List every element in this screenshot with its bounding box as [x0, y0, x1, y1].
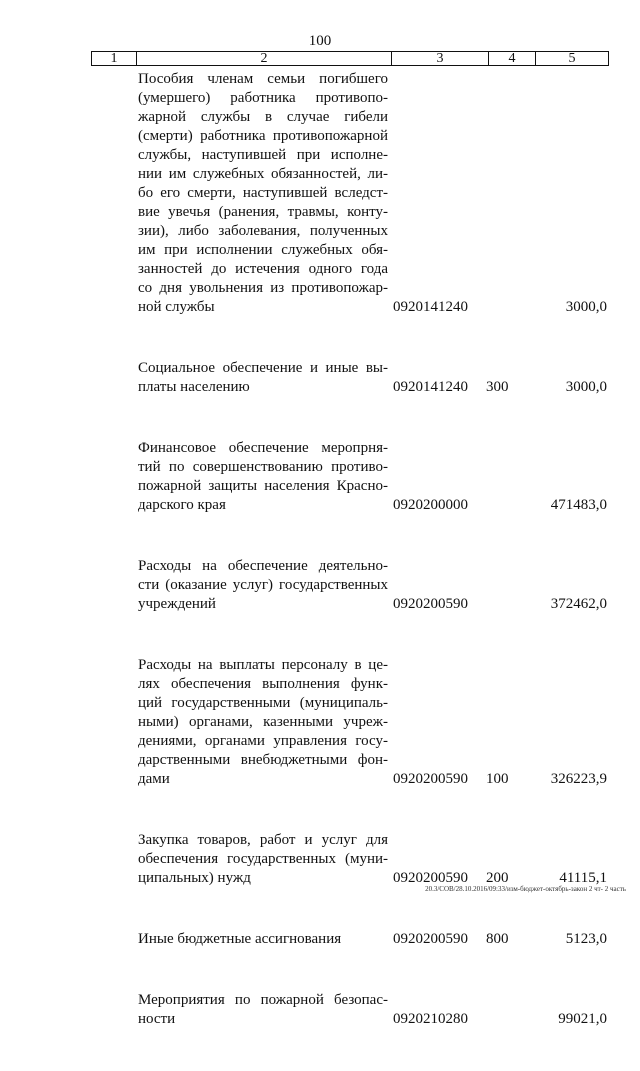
column-header-3: 3: [392, 52, 489, 65]
row-code: 0920200590: [393, 870, 468, 886]
table-row: [0, 359, 640, 397]
row-name-line: обеспечения государственных (муни-: [138, 851, 388, 867]
row-name-line: (смерти) работника противопожарной: [138, 128, 388, 144]
table-row: [0, 991, 640, 1029]
row-name-line: сти (оказание услуг) государственных: [138, 577, 388, 593]
page-number: 100: [308, 33, 332, 49]
row-code: 0920141240: [393, 299, 468, 315]
row-code: 0920210280: [393, 1011, 468, 1027]
row-name-line: лях обеспечения выполнения функ-: [138, 676, 388, 692]
column-header-row: [91, 51, 609, 66]
row-code: 0920200590: [393, 596, 468, 612]
table-row: [0, 831, 640, 888]
row-name-line: (умершего) работника противопо-: [138, 90, 388, 106]
budget-table-body: [0, 70, 640, 1071]
row-name: [138, 439, 388, 515]
row-name: [138, 930, 388, 949]
row-name: [138, 831, 388, 888]
row-name-line: ций государственными (муниципаль-: [138, 695, 388, 711]
row-name-line: занностей до истечения одного года: [138, 261, 388, 277]
row-name-line: ной службы: [138, 299, 215, 315]
row-name-line: платы населению: [138, 379, 250, 395]
row-name: [138, 656, 388, 789]
row-amount: 372462,0: [550, 596, 607, 612]
column-header-1: 1: [92, 52, 137, 65]
row-amount: 3000,0: [565, 299, 607, 315]
column-header-2: 2: [137, 52, 392, 65]
row-code: 0920200590: [393, 931, 468, 947]
row-name-line: со дня увольнения из противопожар-: [138, 280, 388, 296]
column-header-4: 4: [489, 52, 536, 65]
row-name: [138, 70, 388, 317]
row-name-line: им при исполнении служебных обя-: [138, 242, 388, 258]
row-name-line: нии им служебных обязанностей, ли-: [138, 166, 388, 182]
row-name-line: Социальное обеспечение и иные вы-: [138, 360, 388, 376]
row-expense-type: 800: [486, 931, 509, 947]
row-code: 0920200590: [393, 771, 468, 787]
table-row: [0, 70, 640, 317]
row-name-line: дениями, органами управления госу-: [138, 733, 388, 749]
table-row: [0, 557, 640, 614]
row-code: 0920141240: [393, 379, 468, 395]
row-name-line: ными) органами, казенными учреж-: [138, 714, 388, 730]
row-expense-type: 100: [486, 771, 509, 787]
row-expense-type: 300: [486, 379, 509, 395]
row-name-line: Пособия членам семьи погибшего: [138, 71, 388, 87]
row-name-line: учреждений: [138, 596, 216, 612]
footer-stamp: 20.3/СОВ/28.10.2016/09:33/изм-бюджет-октябрь-закон 2 чт- 2 часть: [425, 885, 626, 893]
row-name-line: ности: [138, 1011, 176, 1027]
row-name-line: Финансовое обеспечение меропрня-: [138, 440, 388, 456]
row-amount: 41115,1: [559, 870, 607, 886]
row-name-line: вие увечья (ранения, травмы, конту-: [138, 204, 388, 220]
table-row: [0, 439, 640, 515]
row-code: 0920200000: [393, 497, 468, 513]
row-name-line: жарной службы в случае гибели: [138, 109, 388, 125]
row-name-line: службы, наступившей при исполне-: [138, 147, 388, 163]
row-name-line: ципальных) нужд: [138, 870, 251, 886]
column-header-5: 5: [568, 51, 576, 66]
row-name-line: Иные бюджетные ассигнования: [138, 931, 342, 947]
row-amount: 3000,0: [565, 379, 607, 395]
row-name-line: дарственными внебюджетными фон-: [138, 752, 388, 768]
row-name-line: Расходы на обеспечение деятельно-: [138, 558, 388, 574]
row-amount: 471483,0: [550, 497, 607, 513]
row-amount: 99021,0: [558, 1011, 607, 1027]
row-name-line: дами: [138, 771, 170, 787]
row-name-line: Расходы на выплаты персоналу в це-: [138, 657, 388, 673]
row-name: [138, 557, 388, 614]
row-name: [138, 359, 388, 397]
row-amount: 326223,9: [550, 771, 607, 787]
row-amount: 5123,0: [565, 931, 607, 947]
table-row: [0, 930, 640, 949]
row-name-line: тий по совершенствованию противо-: [138, 459, 388, 475]
row-name-line: зии), либо заболевания, полученных: [138, 223, 388, 239]
row-name-line: Мероприятия по пожарной безопас-: [138, 992, 388, 1008]
row-name-line: дарского края: [138, 497, 226, 513]
table-row: [0, 656, 640, 789]
row-name-line: бо его смерти, наступившей вследст-: [138, 185, 388, 201]
row-name-line: Закупка товаров, работ и услуг для: [138, 832, 388, 848]
row-name-line: пожарной защиты населения Красно-: [138, 478, 388, 494]
row-expense-type: 200: [486, 870, 509, 886]
row-name: [138, 991, 388, 1029]
